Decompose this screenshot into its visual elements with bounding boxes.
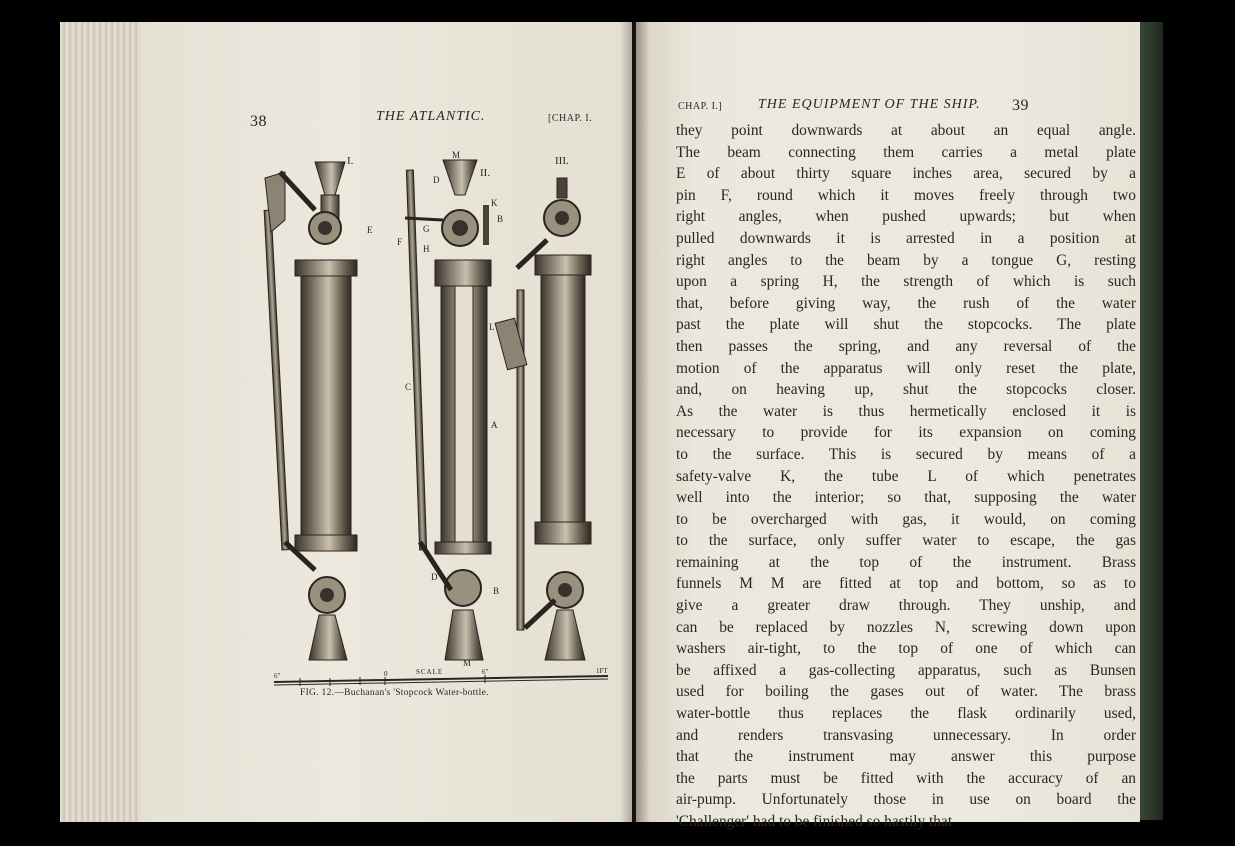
panel-label-3: III. [555, 155, 569, 167]
text-line: right angles to the beam by a tongue G, resting [676, 251, 1136, 269]
panel-label-1: I. [347, 155, 354, 167]
text-line: they point downwards at about an equal angle. [676, 122, 1136, 139]
part-label-m-top: M [452, 150, 461, 160]
text-line: to the surface. This is secured by means of a [676, 445, 1136, 463]
text-line: well into the interior; so that, supposing the water [676, 489, 1136, 507]
part-label-f: F [397, 237, 403, 247]
right-page-body [676, 120, 1136, 833]
part-label-c: C [405, 382, 412, 392]
text-line: the parts must be fitted with the accuracy of an [676, 769, 1136, 787]
part-label-l: L [489, 322, 495, 332]
text-line: necessary to provide for its expansion on coming [676, 424, 1136, 442]
text-line: water-bottle thus replaces the flask ordinarily used, [676, 705, 1136, 723]
text-line: right angles, when pushed upwards; but when [676, 208, 1136, 226]
scale-mark-3: 1FT [596, 668, 608, 675]
text-line: As the water is thus hermetically enclosed it is [676, 402, 1136, 420]
panel-label-2: II. [480, 167, 491, 179]
left-page-number: 38 [250, 113, 267, 130]
figure-caption: FIG. 12.—Buchanan's 'Stopcock Water-bottle. [300, 688, 489, 698]
scale-mark-0: 6" [274, 672, 281, 680]
text-line: motion of the apparatus will only reset the plate, [676, 359, 1136, 377]
text-line: can be replaced by nozzles N, screwing down upon [676, 618, 1136, 636]
part-label-h: H [423, 244, 430, 254]
text-line: be affixed a gas-collecting apparatus, such as Bunsen [676, 661, 1136, 679]
text-line: 'Challenger' had to be finished so hastily that [676, 813, 953, 830]
part-label-d-bottom: D [431, 572, 438, 582]
left-running-title: THE ATLANTIC. [376, 109, 486, 124]
text-line: pulled downwards it is arrested in a position at [676, 229, 1136, 247]
text-line: used for boiling the gases out of water. The brass [676, 683, 1136, 701]
text-line: to the surface, only suffer water to escape, the gas [676, 532, 1136, 550]
right-chapter-ref: CHAP. I.] [678, 101, 723, 112]
text-line: upon a spring H, the strength of which is such [676, 273, 1136, 291]
right-page-number: 39 [1012, 97, 1029, 114]
part-label-d-top: D [433, 175, 440, 185]
part-label-a: A [491, 420, 498, 430]
text-line: safety-valve K, the tube L of which penetrates [676, 467, 1136, 485]
bottle-3 [495, 178, 591, 660]
text-line: E of about thirty square inches area, secured by a [676, 165, 1136, 183]
part-label-b-bottom: B [493, 586, 500, 596]
bottle-1 [264, 162, 357, 660]
text-line: washers air-tight, to the top of one of which can [676, 640, 1136, 658]
text-line: that the instrument may answer this purpose [676, 748, 1136, 766]
right-running-title: THE EQUIPMENT OF THE SHIP. [758, 97, 981, 112]
page-edges [60, 22, 150, 822]
scale-mark-1: 0 [384, 670, 388, 678]
left-chapter-ref: [CHAP. I. [548, 113, 593, 124]
text-line: funnels M M are fitted at top and bottom, so as to [676, 575, 1136, 593]
text-line: The beam connecting them carries a metal plate [676, 143, 1136, 161]
text-line: that, before giving way, the rush of the water [676, 294, 1136, 312]
stopcock-water-bottle-figure [255, 150, 615, 690]
scale-label: SCALE [416, 668, 444, 676]
text-line: remaining at the top of the instrument. Brass [676, 553, 1136, 571]
scale-mark-2: 6" [482, 668, 489, 676]
bottle-2 [405, 160, 491, 660]
text-line: air-pump. Unfortunately those in use on board the [676, 791, 1136, 809]
part-label-g: G [423, 224, 430, 234]
text-line: give a greater draw through. They unship, and [676, 597, 1136, 615]
book-gutter [620, 22, 650, 822]
text-line: to be overcharged with gas, it would, on coming [676, 510, 1136, 528]
part-label-b-top: B [497, 214, 504, 224]
part-label-e: E [367, 225, 373, 235]
text-line: then passes the spring, and any reversal of the [676, 337, 1136, 355]
text-line: past the plate will shut the stopcocks. The plate [676, 316, 1136, 334]
text-line: and renders transvasing unnecessary. In order [676, 726, 1136, 744]
text-line: pin F, round which it moves freely through two [676, 186, 1136, 204]
text-line: and, on heaving up, shut the stopcocks closer. [676, 381, 1136, 399]
part-label-k: K [491, 198, 498, 208]
part-label-m-bottom: M [463, 658, 472, 668]
